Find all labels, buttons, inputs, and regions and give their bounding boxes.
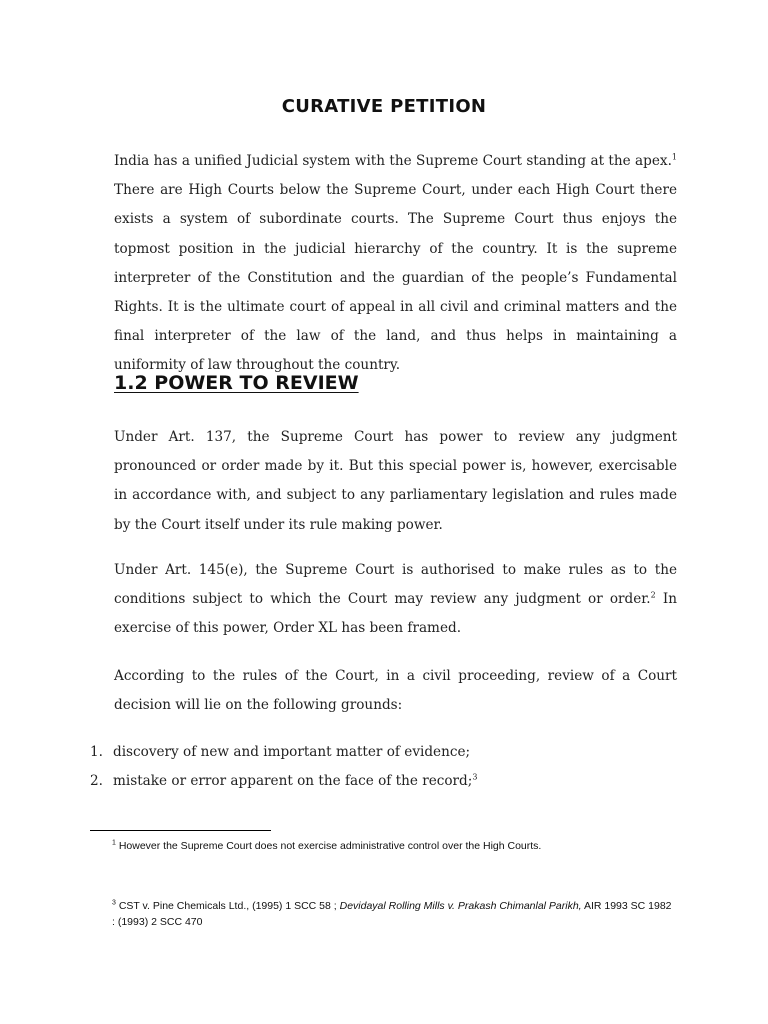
review-paragraph: Under Art. 137, the Supreme Court has power to review any judgment pronounced or order made by it. But this special power is, however, exercisable in accordance with, and subject to any parliamentary legislation and rules made by the Court itself under its rule making power. xyxy=(114,429,677,533)
footnote-text: CST v. Pine Chemicals Ltd., (1995) 1 SCC 58 ; xyxy=(115,900,340,912)
list-item xyxy=(90,767,690,796)
intro-paragraph xyxy=(114,147,677,381)
rules-text: Under Art. 145(e), the Supreme Court is authorised to make rules as to the conditions subject to which the Court may review any judgment or order. xyxy=(114,562,677,608)
section-heading: 1.2 POWER TO REVIEW xyxy=(114,372,359,394)
footnote-ref-1[interactable]: 1 xyxy=(671,152,677,162)
footnote-separator xyxy=(90,830,271,831)
footnote-marker: 3 xyxy=(112,899,116,907)
intro-text: India has a unified Judicial system with the Supreme Court standing at the apex. xyxy=(114,153,672,169)
grounds-list xyxy=(90,738,690,796)
footnote-ref-2[interactable]: 2 xyxy=(650,590,656,600)
footnote-3 xyxy=(112,898,672,930)
footnote-marker: 1 xyxy=(112,839,116,847)
footnote-case-name: Devidayal Rolling Mills v. Prakash Chimanlal Parikh, xyxy=(339,900,582,912)
footnote-citation: AIR 1993 SC 1982 : (1993) 2 SCC 470 xyxy=(112,900,672,928)
list-item-label: mistake or error apparent on the face of the record; xyxy=(113,773,473,789)
list-item-text xyxy=(113,767,477,796)
document-title: CURATIVE PETITION xyxy=(281,96,487,117)
list-item xyxy=(90,738,690,767)
list-item-text xyxy=(113,738,470,767)
list-item-label: discovery of new and important matter of evidence; xyxy=(113,744,471,760)
footnote-ref-3[interactable]: 3 xyxy=(472,772,478,782)
footnote-text: However the Supreme Court does not exercise administrative control over the High Courts. xyxy=(115,840,542,852)
list-item-number: 1. xyxy=(90,744,103,760)
list-item-number: 2. xyxy=(90,773,103,789)
footnote-1 xyxy=(112,838,672,854)
intro-text-continued: There are High Courts below the Supreme Court, under each High Court there exists a system of subordinate courts. The Supreme Court thus enjoys the topmost position in the judicial hierarchy of the country. It is the supreme interpreter of the Constitution and the guardian of the people’s Fundamental Rights. It is the ultimate court of appeal in all civil and criminal matters and the final interpreter of the law of the land, and thus helps in maintaining a uniformity of law throughout the country. xyxy=(114,182,677,374)
rules-paragraph xyxy=(114,556,677,644)
rules-text-continued: In exercise of this power, Order XL has been framed. xyxy=(114,591,677,637)
grounds-paragraph: According to the rules of the Court, in a civil proceeding, review of a Court decision will lie on the following grounds: xyxy=(114,668,677,714)
